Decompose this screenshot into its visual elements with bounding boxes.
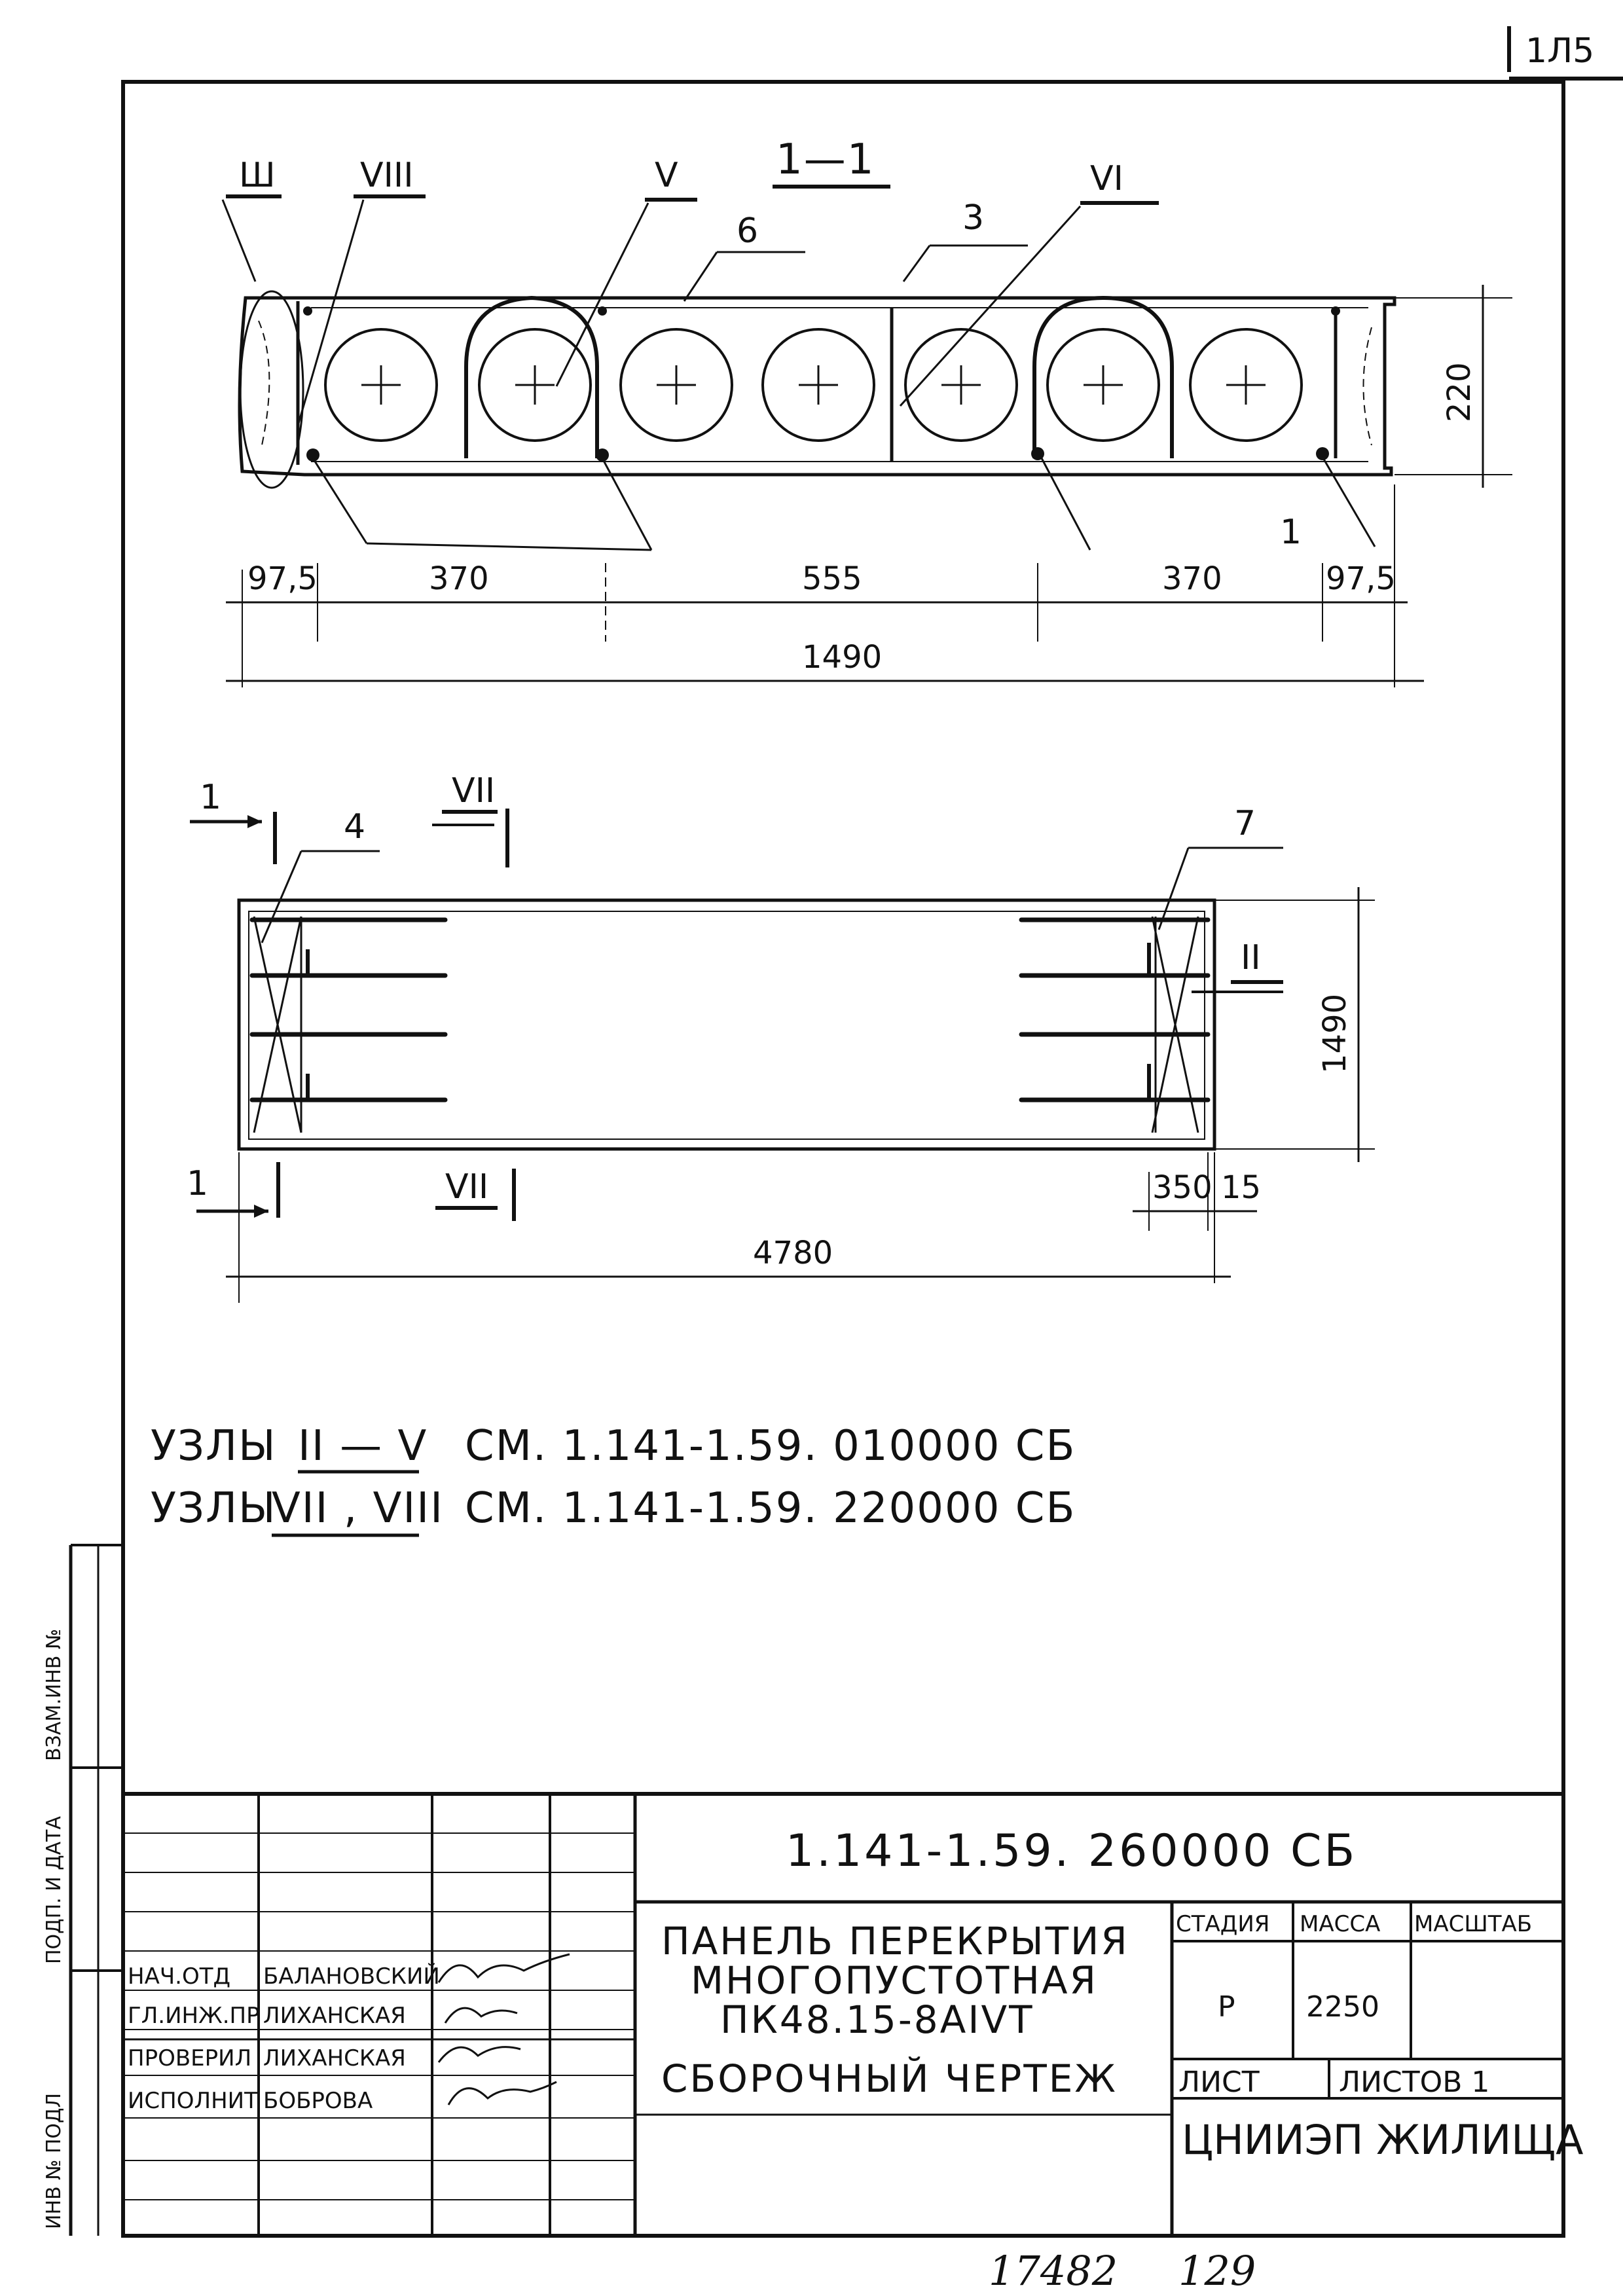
sign-name-3: ЛИХАНСКАЯ	[263, 2045, 406, 2071]
note-2-nodes: VII , VIII	[272, 1484, 444, 1533]
rebar-right	[1021, 920, 1208, 1100]
dim-height: 220	[1441, 362, 1478, 422]
document-code: 1.141-1.59. 260000 СБ	[786, 1825, 1358, 1877]
signature-3	[439, 2047, 520, 2062]
node-7-bottom: VII	[445, 1167, 489, 1207]
void-2	[479, 329, 591, 441]
sheets-label: ЛИСТОВ 1	[1339, 2066, 1490, 2099]
callout-6: 6	[737, 211, 759, 251]
plan-dim-length: 4780	[753, 1235, 833, 1271]
dim-total-width: 1490	[802, 639, 883, 676]
dim-seg-left: 370	[429, 560, 489, 597]
side-label-sign-date: ПОДП. И ДАТА	[43, 1815, 65, 1964]
sign-name-4: БОБРОВА	[263, 2088, 373, 2114]
node-label-6: VI	[1090, 159, 1123, 198]
node-label-3: Ш	[239, 156, 276, 195]
sign-name-2: ЛИХАНСКАЯ	[263, 2003, 406, 2029]
dim-seg-mid: 555	[802, 560, 862, 597]
signature-4	[448, 2082, 556, 2105]
node-label-8: VIII	[360, 156, 414, 195]
void-5	[905, 329, 1017, 441]
cut-label-top: 1	[200, 778, 222, 817]
plan-dim-width: 1490	[1317, 993, 1353, 1074]
plan-view	[187, 771, 1375, 1303]
dim-seg-right-edge: 97,5	[1326, 560, 1396, 597]
void-4	[763, 329, 874, 441]
header-mass: МАССА	[1300, 1911, 1381, 1937]
note-2-prefix: УЗЛЫ	[151, 1484, 277, 1533]
sign-name-1: БАЛАНОВСКИЙ	[263, 1963, 440, 1990]
node-7-top: VII	[452, 771, 496, 811]
corner-number: 1Л5	[1525, 31, 1595, 71]
node-2-label: II	[1241, 938, 1261, 977]
title-line-3: ПК48.15-8АIVТ	[720, 1997, 1034, 2042]
note-1-ref: СМ. 1.141-1.59. 010000 СБ	[465, 1422, 1076, 1470]
cross-section-1-1	[223, 136, 1512, 687]
note-1-prefix: УЗЛЫ	[151, 1422, 277, 1470]
title-line-1: ПАНЕЛЬ ПЕРЕКРЫТИЯ	[661, 1919, 1129, 1963]
organization: ЦНИИЭП ЖИЛИЩА	[1182, 2116, 1584, 2164]
title-line-4: СБОРОЧНЫЙ ЧЕРТЕЖ	[661, 2056, 1118, 2101]
header-stage: СТАДИЯ	[1176, 1911, 1270, 1937]
signature-2	[445, 2008, 517, 2023]
void-1	[325, 329, 437, 441]
bottom-number-right: 129	[1178, 2247, 1256, 2295]
notes	[151, 1422, 1076, 1535]
plan-dim-end-b: 15	[1221, 1169, 1262, 1206]
header-scale: МАСШТАБ	[1414, 1911, 1533, 1937]
plan-dim-end-a: 350	[1152, 1169, 1213, 1206]
plan-callout-7: 7	[1234, 804, 1256, 843]
cut-label-bottom: 1	[187, 1164, 209, 1203]
stage-value: Р	[1218, 1990, 1235, 2024]
node-label-5: V	[655, 156, 678, 195]
sign-role-1: НАЧ.ОТД	[128, 1963, 231, 1990]
void-7	[1190, 329, 1302, 441]
bottom-number-left: 17482	[989, 2247, 1118, 2295]
note-1-nodes: II — V	[298, 1422, 428, 1470]
sign-role-2: ГЛ.ИНЖ.ПР	[128, 2003, 260, 2029]
sign-role-4: ИСПОЛНИТ	[128, 2088, 258, 2114]
callout-1: 1	[1280, 513, 1302, 552]
side-label-orig-inv: ИНВ № ПОДЛ	[43, 2092, 65, 2229]
note-2-ref: СМ. 1.141-1.59. 220000 СБ	[465, 1484, 1076, 1533]
side-strip	[43, 1545, 123, 2236]
sheet-label: ЛИСТ	[1178, 2066, 1260, 2099]
dim-seg-right: 370	[1162, 560, 1222, 597]
title-block	[123, 1794, 1584, 2236]
void-3	[621, 329, 732, 441]
sign-role-3: ПРОВЕРИЛ	[128, 2045, 252, 2071]
title-line-2: МНОГОПУСТОТНАЯ	[691, 1958, 1098, 2003]
callout-3: 3	[962, 198, 985, 238]
section-title: 1—1	[776, 136, 875, 184]
plan-callout-4: 4	[344, 807, 366, 847]
side-label-replace-inv: ВЗАМ.ИНВ №	[43, 1628, 65, 1761]
dim-seg-left-edge: 97,5	[247, 560, 318, 597]
mass-value: 2250	[1306, 1990, 1379, 2024]
void-6	[1048, 329, 1159, 441]
